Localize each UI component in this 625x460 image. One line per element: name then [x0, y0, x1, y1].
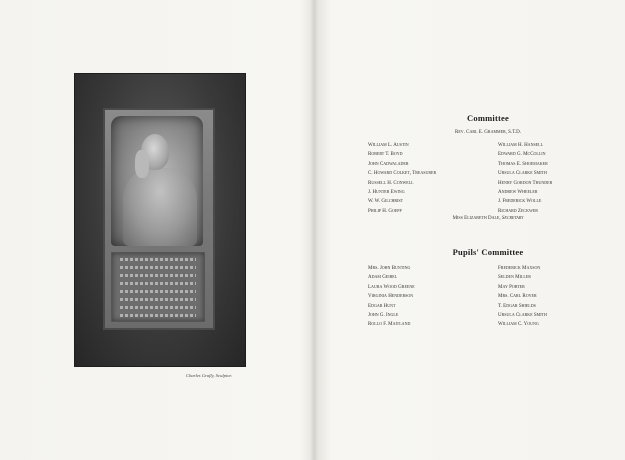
plaque-inscription: [111, 252, 205, 322]
relief-photograph: [75, 74, 245, 366]
pupils-committee-member: William C. Young: [498, 322, 539, 328]
pupils-committee-heading: Pupils' Committee: [452, 247, 524, 257]
committee-chair: Rev. Carl E. Grammer, S.T.D.: [454, 130, 522, 135]
committee-member: John Cadwalader: [368, 161, 409, 167]
committee-member: Richard Zeckwer: [498, 208, 538, 214]
pupils-committee-member: T. Edgar Shields: [498, 303, 536, 309]
committee-right-column: [498, 141, 552, 216]
pupils-committee-member: May Porter: [498, 284, 525, 290]
pupils-committee-right-column: [498, 264, 547, 330]
committee-member: C. Howard Colket, Treasurer: [368, 171, 437, 177]
pupils-committee-member: Mrs. Carl Royer: [498, 294, 537, 300]
committee-member: Philip H. Goepp: [368, 208, 402, 214]
pupils-committee-member: Frederick Maxson: [498, 266, 541, 271]
committee-member: Henry Gordon Thunder: [498, 180, 553, 186]
committee-member: Edward G. McCollin: [498, 152, 546, 158]
figure-body: [123, 168, 197, 246]
secretary-title: Secretary: [501, 216, 524, 221]
pupils-committee-member: Ursula Clarke Smith: [498, 312, 547, 318]
secretary-name: Miss Elizabeth Dale,: [452, 216, 501, 221]
committee-heading: Committee: [467, 113, 509, 123]
pupils-committee-member: Rollo F. Maitland: [368, 322, 411, 328]
pupils-committee-left-column: [368, 264, 415, 330]
memorial-plaque: [103, 108, 215, 330]
committee-member: William L. Austin: [368, 143, 409, 148]
committee-secretary: [380, 215, 596, 221]
committee-member: Robert T. Boyd: [368, 152, 403, 158]
pupils-committee-member: John G. Ingle: [368, 312, 399, 318]
committee-member: Ursula Clarke Smith: [498, 171, 547, 177]
committee-member: W. W. Gilchrist: [368, 199, 404, 205]
figure-hand: [135, 150, 149, 178]
committee-member: J. Frederick Wolle: [498, 199, 542, 205]
pupils-committee-member: Mrs. John Bunting: [368, 266, 411, 271]
committee-member: Thomas E. Shoemaker: [498, 161, 548, 167]
committee-left-column: [368, 141, 436, 216]
pupils-committee-member: Edgar Hunt: [368, 303, 396, 309]
portrait-relief: [111, 116, 203, 246]
committee-member: Russell H. Conwell: [368, 180, 414, 186]
pupils-committee-member: Selden Miller: [498, 275, 531, 281]
photo-credit: Charles Grafly, Sculptor.: [186, 373, 232, 378]
committee-member: J. Hunter Ewing: [368, 189, 405, 195]
pupils-committee-member: Laura Wood Greene: [368, 284, 415, 290]
pupils-committee-member: Adam Geibel: [368, 275, 398, 281]
committee-member: Andrew Wheeler: [498, 189, 538, 195]
pupils-committee-member: Virginia Henderson: [368, 294, 414, 300]
committee-member: William H. Hansell: [498, 143, 544, 148]
page-gutter: [310, 0, 318, 460]
